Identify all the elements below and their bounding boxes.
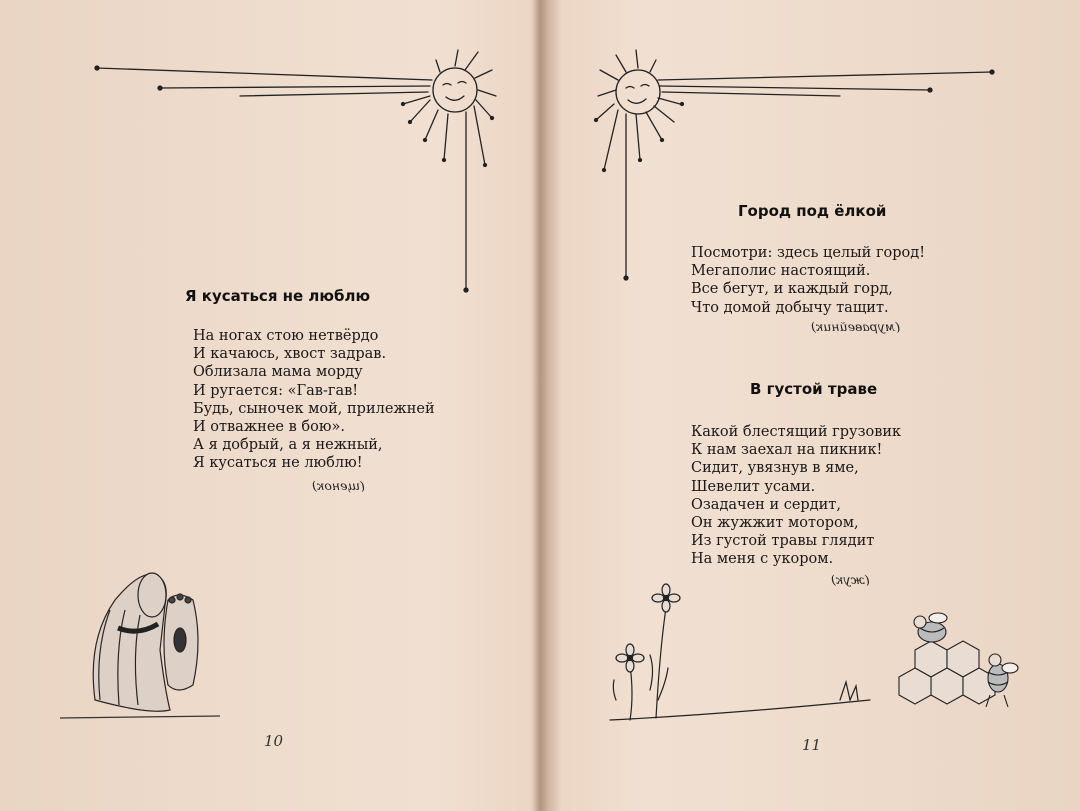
poem-line: Он жужжит мотором,: [691, 515, 859, 532]
poem-title: Город под ёлкой: [738, 202, 887, 220]
riddle-answer: (жук): [831, 572, 870, 587]
poem-line: И ругается: «Гав-гав!: [193, 382, 359, 399]
poem-title: В густой траве: [750, 380, 878, 398]
poem-line: К нам заехал на пикник!: [691, 442, 883, 459]
poem-line: Сидит, увязнув в яме,: [691, 460, 859, 477]
page-number: 11: [802, 736, 822, 754]
page-number: 10: [264, 732, 284, 750]
riddle-answer: (муравейник): [811, 319, 901, 334]
poem-line: Посмотри: здесь целый город!: [691, 245, 926, 261]
poem-line: Из густой травы глядит: [691, 533, 875, 550]
poem-line: Все бегут, и каждый горд,: [691, 281, 893, 298]
riddle-answer: (щенок): [312, 478, 365, 493]
poem-line: Озадачен и сердит,: [691, 496, 841, 513]
poem-title: Я кусаться не люблю: [185, 287, 371, 305]
poem-line: Я кусаться не люблю!: [193, 455, 363, 472]
bees-illustration: [540, 0, 1080, 811]
poem-line: Какой блестящий грузовик: [691, 424, 902, 440]
poem-line: Будь, сыночек мой, прилежней: [193, 400, 435, 417]
poem-line: Что домой добычу тащит.: [691, 299, 889, 316]
right-page: [540, 0, 1080, 811]
poem-line: На ногах стою нетвёрдо: [193, 328, 379, 344]
poem-line: Мегаполис настоящий.: [691, 263, 871, 280]
poem-line: И отважнее в бою».: [193, 419, 345, 436]
poem-line: И качаюсь, хвост задрав.: [193, 346, 387, 363]
poem-line: На меня с укором.: [691, 551, 834, 568]
poem-line: Шевелит усами.: [691, 478, 816, 495]
poem-line: А я добрый, а я нежный,: [193, 437, 383, 454]
poem-line: Облизала мама морду: [193, 364, 363, 381]
